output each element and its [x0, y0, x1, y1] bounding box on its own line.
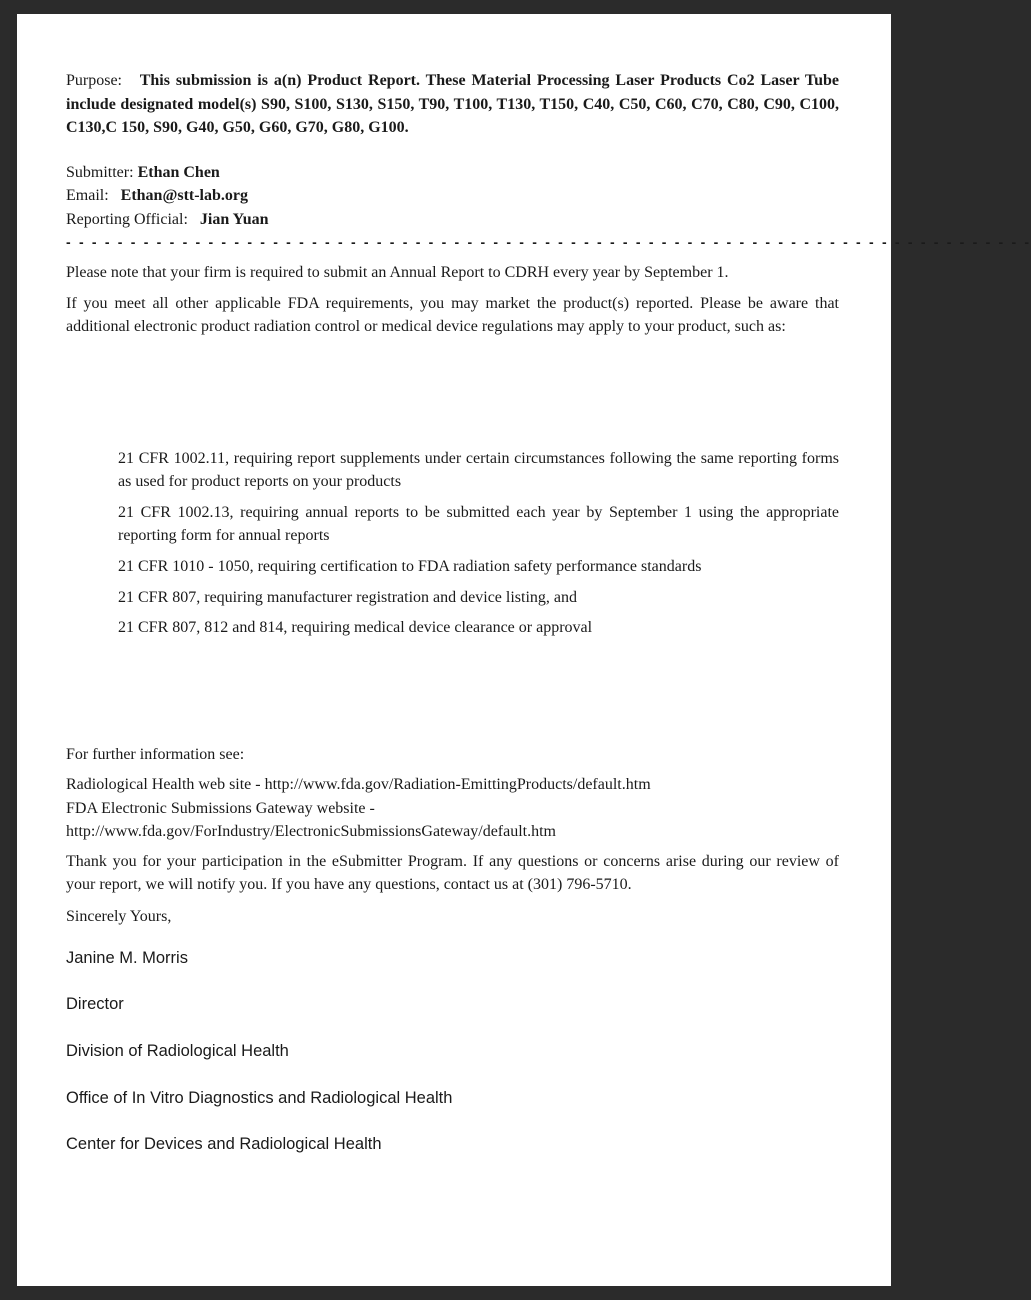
reporting-official-label: Reporting Official:: [66, 211, 188, 228]
submitter-label: Submitter:: [66, 164, 134, 181]
signature-title: Director: [66, 995, 124, 1013]
submitter-line: [66, 161, 220, 184]
reporting-official-value: Jian Yuan: [199, 211, 269, 228]
email-value: Ethan@stt-lab.org: [120, 187, 248, 204]
dashed-separator: - - - - - - - - - - - - - - - - - - - - - - - - - - - - - - - - - - - - - - - - - - - - - - - - - - - - - - - - - - - - - - - - - - - - - - - - - - -: [66, 234, 1031, 250]
market-note: If you meet all other applicable FDA requirements, you may market the product(s) reported. Please be aware that additional electronic product radiation control or medical device regulations may apply to your product, such as:: [66, 295, 839, 335]
radiological-health-link[interactable]: Radiological Health web site - http://www.fda.gov/Radiation-EmittingProducts/default.htm: [66, 776, 651, 793]
signature-office: Office of In Vitro Diagnostics and Radiological Health: [66, 1089, 453, 1107]
signature-center: Center for Devices and Radiological Health: [66, 1135, 382, 1153]
signature-division: Division of Radiological Health: [66, 1042, 289, 1060]
email-line: [66, 184, 248, 207]
purpose-label: Purpose:: [66, 72, 122, 89]
regulation-item: 21 CFR 1002.11, requiring report supplements under certain circumstances following the same reporting forms as used for product reports on your products: [118, 450, 839, 490]
signature-name: Janine M. Morris: [66, 949, 188, 967]
submitter-value: Ethan Chen: [137, 164, 220, 181]
purpose-paragraph: [66, 69, 839, 140]
regulation-item: 21 CFR 1010 - 1050, requiring certification to FDA radiation safety performance standards: [118, 558, 702, 575]
thank-you-paragraph: Thank you for your participation in the eSubmitter Program. If any questions or concerns arise during our review of your report, we will notify you. If you have any questions, contact us at (301) 796-5710.: [66, 853, 839, 893]
esg-label: FDA Electronic Submissions Gateway website -: [66, 800, 375, 817]
regulation-item: 21 CFR 807, 812 and 814, requiring medical device clearance or approval: [118, 619, 593, 636]
closing: Sincerely Yours,: [66, 908, 172, 925]
email-label: Email:: [66, 187, 109, 204]
regulation-item: 21 CFR 1002.13, requiring annual reports to be submitted each year by September 1 using the appropriate reporting form for annual reports: [118, 504, 839, 544]
letter-page: [17, 14, 1031, 1286]
esg-link[interactable]: http://www.fda.gov/ForIndustry/ElectronicSubmissionsGateway/default.htm: [66, 823, 556, 840]
purpose-text: This submission is a(n) Product Report. These Material Processing Laser Products Co2 Laser Tube include designated model(s) S90, S100, S130, S150, T90, T100, T130, T150, C40, C50, C60, C70, C80, C90, C100, C130,C 150, S90, G40, G50, G60, G70, G80, G100.: [66, 72, 840, 136]
further-info-heading: For further information see:: [66, 746, 245, 763]
reporting-official-line: [66, 208, 269, 231]
regulation-item: 21 CFR 807, requiring manufacturer registration and device listing, and: [118, 589, 577, 606]
annual-report-note: Please note that your firm is required to submit an Annual Report to CDRH every year by September 1.: [66, 264, 729, 281]
